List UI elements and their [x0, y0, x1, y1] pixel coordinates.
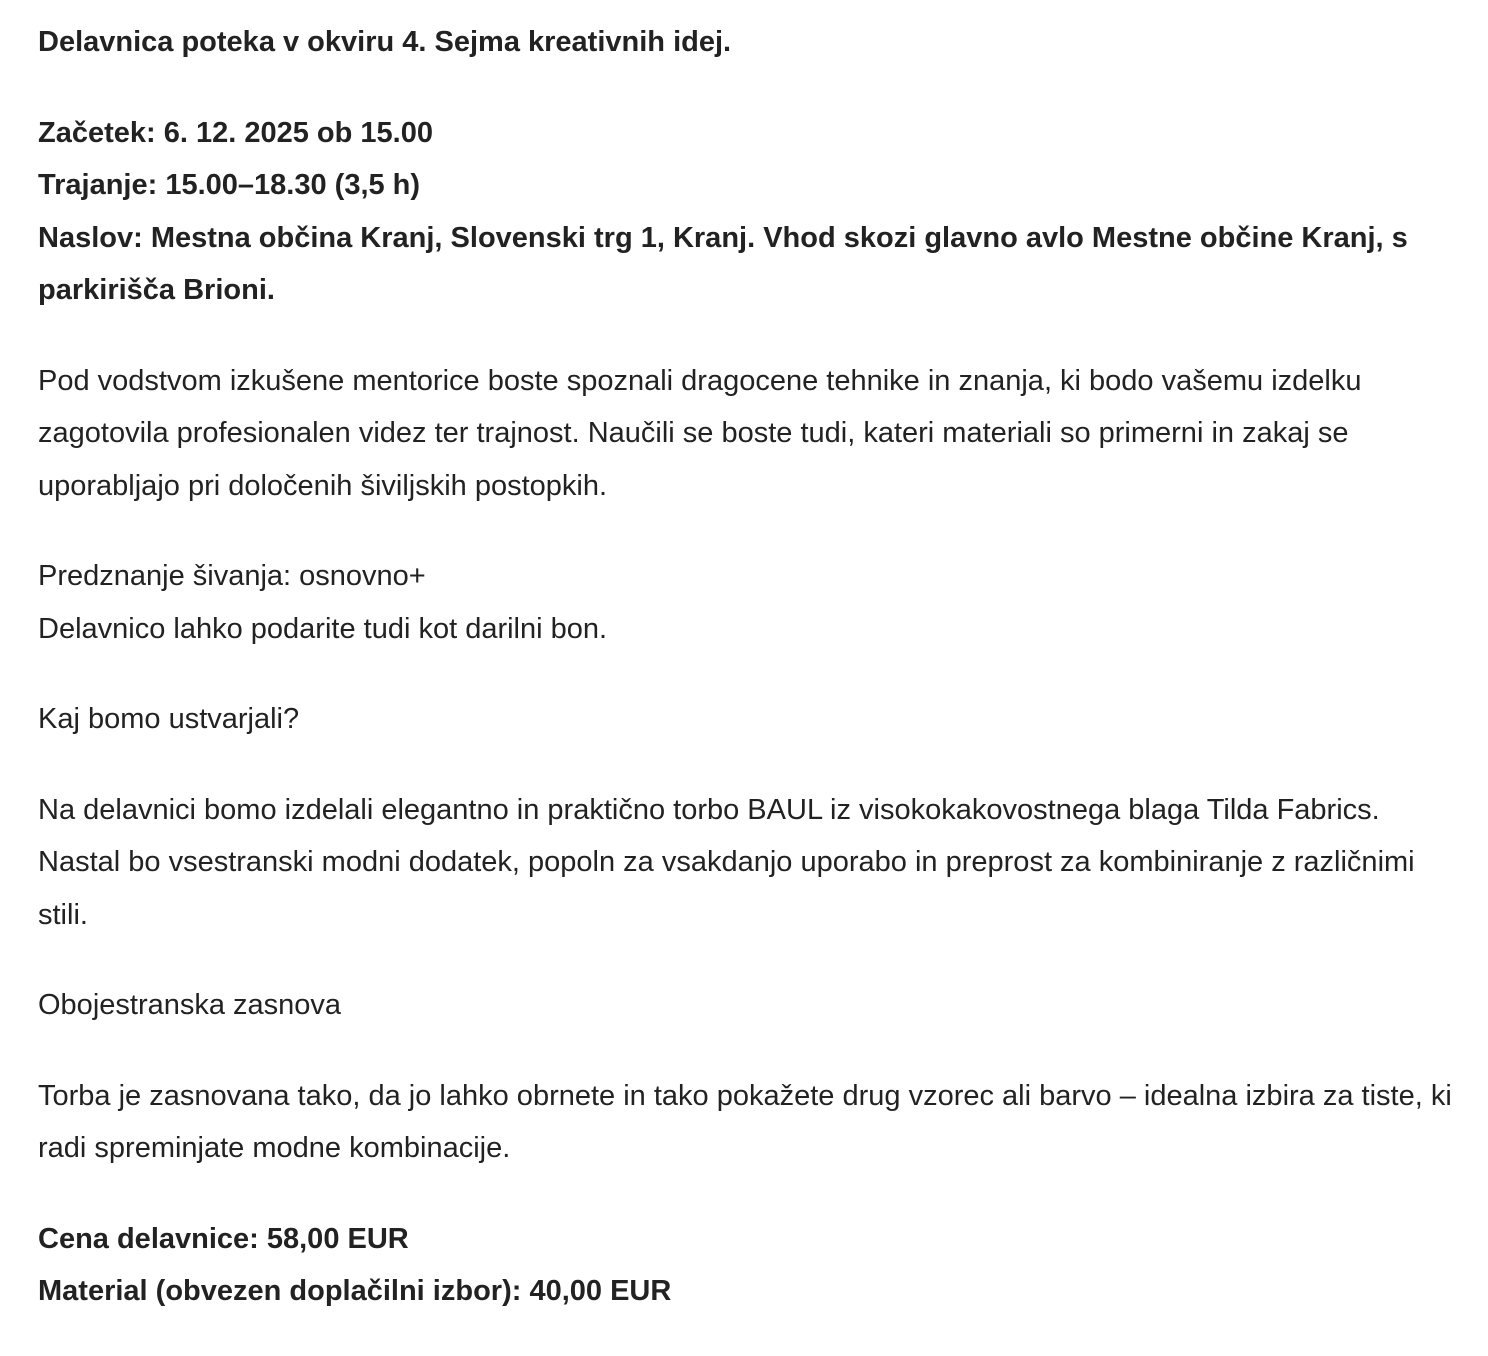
pricing	[38, 1213, 1458, 1318]
address: Naslov: Mestna občina Kranj, Slovenski trg 1, Kranj. Vhod skozi glavno avlo Mestne občine Kranj, s parkirišča Brioni.	[38, 221, 1408, 306]
start-time: Začetek: 6. 12. 2025 ob 15.00	[38, 116, 433, 149]
additional-info	[38, 550, 1458, 655]
intro-text: Delavnica poteka v okviru 4. Sejma kreativnih idej.	[38, 26, 732, 58]
prerequisite-text: Predznanje šivanja: osnovno+	[38, 560, 426, 592]
feature-title: Obojestranska zasnova	[38, 989, 342, 1021]
workshop-price: Cena delavnice: 58,00 EUR	[38, 1222, 409, 1255]
workshop-details	[38, 107, 1458, 317]
project-description: Na delavnici bomo izdelali elegantno in praktično torbo BAUL iz visokokakovostnega blaga Tilda Fabrics. Nastal bo vsestranski modni dodatek, popoln za vsakdanjo uporabo in preprost za kombiniranje z različnimi stili.	[38, 793, 1415, 931]
article-content	[38, 16, 1458, 1356]
duration: Trajanje: 15.00–18.30 (3,5 h)	[38, 169, 421, 201]
gift-voucher-text: Delavnico lahko podarite tudi kot darilni bon.	[38, 612, 608, 645]
creation-question: Kaj bomo ustvarjali?	[38, 703, 300, 735]
description-paragraph: Pod vodstvom izkušene mentorice boste spoznali dragocene tehnike in znanja, ki bodo vašemu izdelku zagotovila profesionalen videz ter trajnost. Naučili se boste tudi, kateri materiali so primerni in zakaj se uporabljajo pri določenih šiviljskih postopkih.	[38, 364, 1362, 502]
material-price: Material (obvezen doplačilni izbor): 40,00 EUR	[38, 1275, 672, 1307]
feature-description: Torba je zasnovana tako, da jo lahko obrnete in tako pokažete drug vzorec ali barvo – idealna izbira za tiste, ki radi spreminjate modne kombinacije.	[38, 1079, 1452, 1164]
